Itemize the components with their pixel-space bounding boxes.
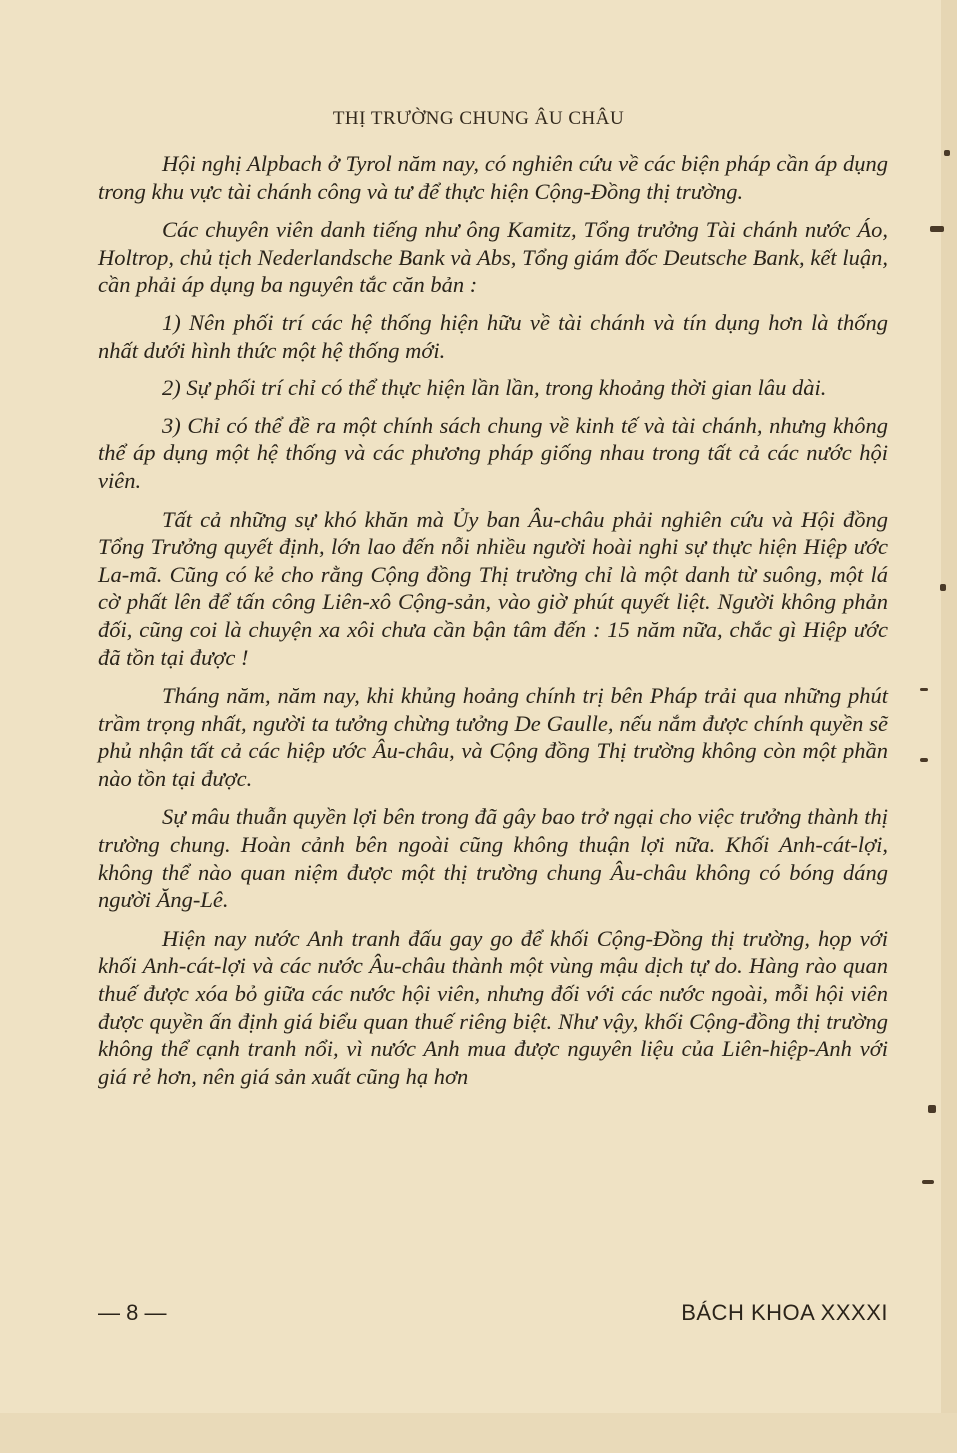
list-item: 1) Nên phối trí các hệ thống hiện hữu về tài chánh và tín dụng hơn là thống nhất dưới hình thức một hệ thống mới.: [98, 309, 888, 363]
paragraph: Các chuyên viên danh tiếng như ông Kamitz, Tổng trưởng Tài chánh nước Áo, Holtrop, chủ tịch Nederlandsche Bank và Abs, Tổng giám đốc Deutsche Bank, kết luận, cần phải áp dụng ba nguyên tắc căn bản :: [98, 217, 888, 298]
paragraph: Tất cả những sự khó khăn mà Ủy ban Âu-châu phải nghiên cứu và Hội đồng Tổng Trưởng quyết định, lớn lao đến nỗi nhiều người hoài nghi sự thực hiện Hiệp ước La-mã. Cũng có kẻ cho rằng Cộng đồng Thị trường chỉ là một danh từ suông, một lá cờ phất lên để tấn công Liên-xô Cộng-sản, vào giờ phút quyết liệt. Người không phản đối, cũng coi là chuyện xa xôi chưa cần bận tâm đến : 15 năm nữa, chắc gì Hiệp ước đã tồn tại được !: [98, 506, 888, 670]
margin-mark: [930, 226, 944, 232]
list-item: 2) Sự phối trí chỉ có thể thực hiện lần lần, trong khoảng thời gian lâu dài.: [162, 375, 827, 401]
paragraph: Tháng năm, năm nay, khi khủng hoảng chính trị bên Pháp trải qua những phút trầm trọng nhất, người ta tưởng chừng tưởng De Gaulle, nếu nắm được chính quyền sẽ phủ nhận tất cả các hiệp ước Âu-châu, và Cộng đồng Thị trường không còn một phần nào tồn tại được.: [98, 683, 888, 791]
article-body: [98, 150, 888, 1090]
margin-mark: [922, 1180, 934, 1184]
margin-mark: [920, 758, 928, 762]
page-footer: [98, 1300, 888, 1330]
margin-mark: [928, 1105, 936, 1113]
page-number: — 8 —: [98, 1300, 167, 1325]
paper-edge-bottom: [0, 1413, 957, 1453]
margin-mark: [944, 150, 950, 156]
paragraph: Hiện nay nước Anh tranh đấu gay go để khối Cộng-Đồng thị trường, họp với khối Anh-cát-lợi và các nước Âu-châu thành một vùng mậu dịch tự do. Hàng rào quan thuế được xóa bỏ giữa các nước hội viên, nhưng đối với các nước ngoài, mỗi hội viên được quyền ấn định giá biểu quan thuế riêng biệt. Như vậy, khối Cộng-đồng thị trường không thể cạnh tranh nổi, vì nước Anh mua được nguyên liệu của Liên-hiệp-Anh với giá rẻ hơn, nên giá sản xuất cũng hạ hơn: [98, 925, 888, 1089]
list-item: 3) Chỉ có thể đề ra một chính sách chung về kinh tế và tài chánh, nhưng không thể áp dụng một hệ thống và các phương pháp giống nhau trong tất cả các nước hội viên.: [98, 412, 888, 493]
margin-mark: [920, 688, 928, 691]
running-title: BÁCH KHOA XXXXI: [681, 1300, 888, 1325]
margin-mark: [940, 584, 946, 591]
running-header: THỊ TRƯỜNG CHUNG ÂU CHÂU: [332, 108, 625, 129]
paper-edge-right: [941, 0, 957, 1453]
paragraph: Hội nghị Alpbach ở Tyrol năm nay, có nghiên cứu về các biện pháp cần áp dụng trong khu vực tài chánh công và tư để thực hiện Cộng-Đồng thị trường.: [98, 151, 888, 204]
paragraph: Sự mâu thuẫn quyền lợi bên trong đã gây bao trở ngại cho việc trưởng thành thị trường chung. Hoàn cảnh bên ngoài cũng không thuận lợi nữa. Khối Anh-cát-lợi, không thể nào quan niệm được một thị trường chung Âu-châu không có bóng dáng người Ăng-Lê.: [98, 804, 888, 913]
